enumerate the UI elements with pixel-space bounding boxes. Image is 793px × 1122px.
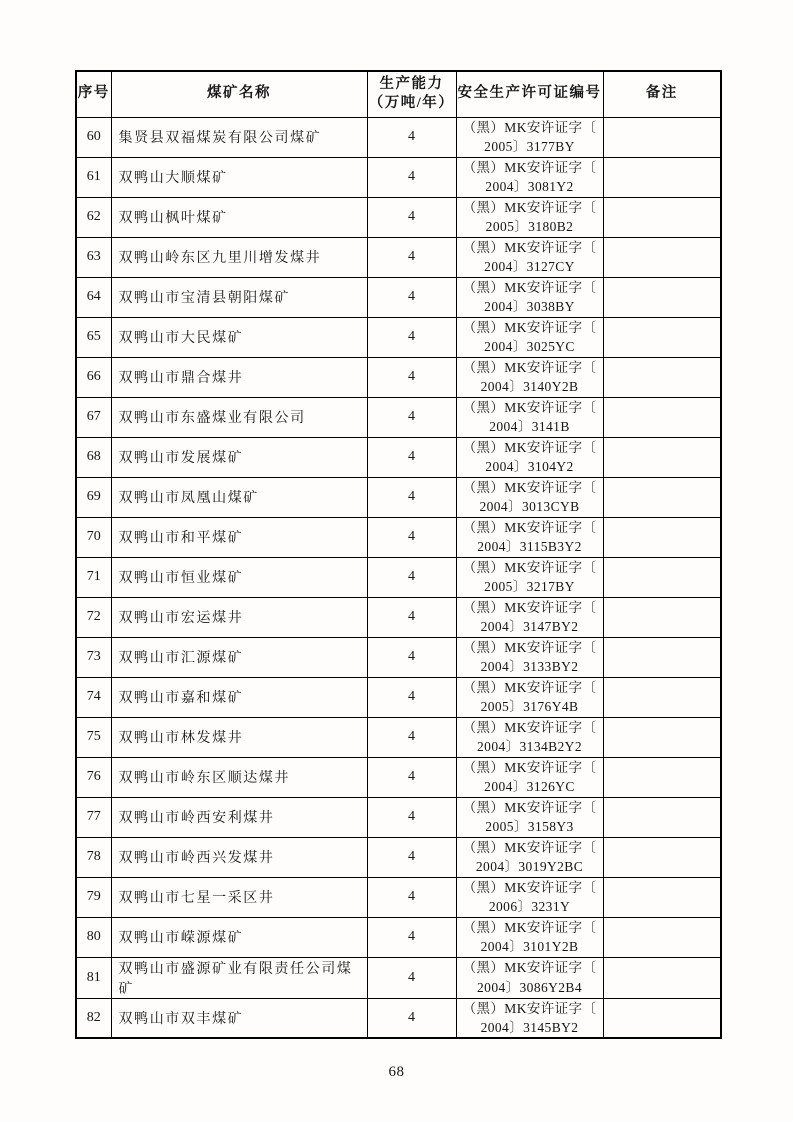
cell-remark (603, 557, 721, 597)
license-line1: （黑）MK安许证字〔 (462, 519, 597, 535)
cell-capacity: 4 (367, 397, 456, 437)
cell-license (456, 837, 603, 877)
license-line1: （黑）MK安许证字〔 (462, 239, 597, 255)
cell-capacity: 4 (367, 197, 456, 237)
cell-capacity: 4 (367, 357, 456, 397)
header-license: 安全生产许可证编号 (456, 71, 603, 117)
cell-license (456, 557, 603, 597)
license-line2: 2004〕3147BY2 (480, 619, 579, 634)
cell-capacity: 4 (367, 157, 456, 197)
cell-mine-name: 双鸭山市恒业煤矿 (111, 557, 367, 597)
header-remark: 备注 (603, 71, 721, 117)
cell-remark (603, 157, 721, 197)
cell-row-number: 61 (76, 157, 111, 197)
cell-mine-name: 双鸭山枫叶煤矿 (111, 197, 367, 237)
cell-remark (603, 317, 721, 357)
cell-mine-name: 集贤县双福煤炭有限公司煤矿 (111, 117, 367, 157)
cell-remark (603, 757, 721, 797)
cell-remark (603, 357, 721, 397)
cell-license (456, 157, 603, 197)
cell-row-number: 69 (76, 477, 111, 517)
cell-capacity: 4 (367, 998, 456, 1038)
cell-row-number: 80 (76, 917, 111, 957)
cell-row-number: 74 (76, 677, 111, 717)
license-line1: （黑）MK安许证字〔 (462, 439, 597, 455)
cell-mine-name: 双鸭山市七星一采区井 (111, 877, 367, 917)
license-line2: 2004〕3141B (489, 419, 570, 434)
cell-row-number: 70 (76, 517, 111, 557)
cell-capacity: 4 (367, 757, 456, 797)
cell-capacity: 4 (367, 957, 456, 998)
license-line1: （黑）MK安许证字〔 (462, 639, 597, 655)
cell-capacity: 4 (367, 437, 456, 477)
cell-mine-name: 双鸭山市嘉和煤矿 (111, 677, 367, 717)
table-row (76, 957, 721, 998)
cell-mine-name: 双鸭山市大民煤矿 (111, 317, 367, 357)
cell-mine-name: 双鸭山市宏运煤井 (111, 597, 367, 637)
license-line1: （黑）MK安许证字〔 (462, 399, 597, 415)
license-line1: （黑）MK安许证字〔 (462, 599, 597, 615)
table-row (76, 677, 721, 717)
cell-license (456, 437, 603, 477)
cell-row-number: 73 (76, 637, 111, 677)
cell-row-number: 77 (76, 797, 111, 837)
cell-license (456, 998, 603, 1038)
page-number: 68 (388, 1064, 405, 1080)
cell-row-number: 65 (76, 317, 111, 357)
license-line1: （黑）MK安许证字〔 (462, 919, 597, 935)
cell-remark (603, 397, 721, 437)
cell-license (456, 957, 603, 998)
cell-license (456, 637, 603, 677)
cell-remark (603, 517, 721, 557)
table-row (76, 397, 721, 437)
cell-row-number: 66 (76, 357, 111, 397)
header-capacity-line2: （万吨/年） (368, 95, 455, 112)
cell-row-number: 75 (76, 717, 111, 757)
table-row (76, 357, 721, 397)
license-line2: 2004〕3101Y2B (480, 939, 579, 954)
license-line2: 2006〕3231Y (488, 899, 571, 914)
license-line2: 2004〕3025YC (484, 339, 575, 354)
table-row (76, 437, 721, 477)
license-line2: 2004〕3140Y2B (480, 379, 579, 394)
cell-mine-name: 双鸭山市岭西兴发煤井 (111, 837, 367, 877)
cell-row-number: 71 (76, 557, 111, 597)
cell-capacity: 4 (367, 517, 456, 557)
header-mine-name: 煤矿名称 (111, 71, 367, 117)
license-line1: （黑）MK安许证字〔 (462, 839, 597, 855)
cell-remark (603, 917, 721, 957)
license-line1: （黑）MK安许证字〔 (462, 199, 597, 215)
cell-mine-name: 双鸭山市岭西安利煤井 (111, 797, 367, 837)
cell-row-number: 76 (76, 757, 111, 797)
table-row (76, 197, 721, 237)
cell-row-number: 68 (76, 437, 111, 477)
license-line1: （黑）MK安许证字〔 (462, 119, 597, 135)
cell-mine-name: 双鸭山市双丰煤矿 (111, 998, 367, 1038)
cell-license (456, 237, 603, 277)
cell-remark (603, 437, 721, 477)
table-row (76, 637, 721, 677)
cell-remark (603, 957, 721, 998)
table-body (76, 117, 721, 1038)
license-line1: （黑）MK安许证字〔 (462, 159, 597, 175)
cell-license (456, 597, 603, 637)
cell-mine-name: 双鸭山市东盛煤业有限公司 (111, 397, 367, 437)
cell-remark (603, 717, 721, 757)
coal-mine-table (75, 70, 722, 1039)
table-row (76, 557, 721, 597)
cell-capacity: 4 (367, 677, 456, 717)
cell-remark (603, 797, 721, 837)
cell-capacity: 4 (367, 637, 456, 677)
license-line1: （黑）MK安许证字〔 (462, 879, 597, 895)
license-line2: 2004〕3145BY2 (480, 1019, 579, 1035)
license-line2: 2005〕3180B2 (485, 219, 574, 234)
cell-remark (603, 677, 721, 717)
cell-remark (603, 877, 721, 917)
table-row (76, 917, 721, 957)
cell-row-number: 78 (76, 837, 111, 877)
cell-row-number: 60 (76, 117, 111, 157)
cell-remark (603, 837, 721, 877)
cell-license (456, 317, 603, 357)
table-row (76, 837, 721, 877)
license-line2: 2005〕3177BY (484, 139, 575, 154)
cell-remark (603, 117, 721, 157)
table-row (76, 797, 721, 837)
cell-capacity: 4 (367, 837, 456, 877)
cell-remark (603, 197, 721, 237)
cell-remark (603, 237, 721, 277)
license-line2: 2004〕3127CY (484, 259, 575, 274)
cell-mine-name: 双鸭山市宝清县朝阳煤矿 (111, 277, 367, 317)
table-row (76, 998, 721, 1038)
cell-capacity: 4 (367, 917, 456, 957)
cell-capacity: 4 (367, 797, 456, 837)
table-row (76, 877, 721, 917)
cell-row-number: 64 (76, 277, 111, 317)
cell-license (456, 357, 603, 397)
table-row (76, 717, 721, 757)
cell-license (456, 517, 603, 557)
cell-capacity: 4 (367, 237, 456, 277)
table-row (76, 597, 721, 637)
cell-row-number: 63 (76, 237, 111, 277)
cell-license (456, 677, 603, 717)
license-line1: （黑）MK安许证字〔 (462, 279, 597, 295)
cell-mine-name: 双鸭山市岭东区顺达煤井 (111, 757, 367, 797)
cell-license (456, 397, 603, 437)
license-line1: （黑）MK安许证字〔 (462, 479, 597, 495)
cell-capacity: 4 (367, 317, 456, 357)
license-line1: （黑）MK安许证字〔 (462, 960, 597, 976)
cell-license (456, 797, 603, 837)
cell-capacity: 4 (367, 717, 456, 757)
license-line2: 2004〕3019Y2BC (475, 859, 584, 874)
cell-row-number: 72 (76, 597, 111, 637)
license-line2: 2004〕3081Y2 (485, 179, 574, 194)
cell-capacity: 4 (367, 477, 456, 517)
license-line2: 2005〕3176Y4B (480, 699, 579, 714)
cell-mine-name: 双鸭山市鼎合煤井 (111, 357, 367, 397)
cell-row-number: 67 (76, 397, 111, 437)
cell-mine-name: 双鸭山岭东区九里川增发煤井 (111, 237, 367, 277)
cell-row-number: 81 (76, 957, 111, 998)
cell-capacity: 4 (367, 277, 456, 317)
cell-mine-name: 双鸭山市嵘源煤矿 (111, 917, 367, 957)
license-line2: 2004〕3115B3Y2 (477, 539, 582, 554)
license-line2: 2005〕3158Y3 (485, 819, 574, 834)
cell-mine-name: 双鸭山市凤凰山煤矿 (111, 477, 367, 517)
cell-capacity: 4 (367, 877, 456, 917)
cell-license (456, 197, 603, 237)
license-line1: （黑）MK安许证字〔 (462, 359, 597, 375)
cell-mine-name: 双鸭山大顺煤矿 (111, 157, 367, 197)
cell-mine-name: 双鸭山市林发煤井 (111, 717, 367, 757)
table-row (76, 237, 721, 277)
license-line2: 2004〕3134B2Y2 (477, 739, 582, 754)
cell-capacity: 4 (367, 597, 456, 637)
license-line1: （黑）MK安许证字〔 (462, 319, 597, 335)
cell-row-number: 79 (76, 877, 111, 917)
cell-capacity: 4 (367, 557, 456, 597)
license-line1: （黑）MK安许证字〔 (462, 799, 597, 815)
license-line2: 2005〕3217BY (484, 579, 575, 594)
cell-mine-name: 双鸭山市发展煤矿 (111, 437, 367, 477)
license-line2: 2004〕3013CYB (479, 499, 580, 514)
license-line1: （黑）MK安许证字〔 (462, 679, 597, 695)
cell-mine-name: 双鸭山市和平煤矿 (111, 517, 367, 557)
license-line2: 2004〕3086Y2B4 (477, 979, 582, 995)
header-no: 序号 (76, 71, 111, 117)
table-row (76, 317, 721, 357)
cell-license (456, 717, 603, 757)
license-line1: （黑）MK安许证字〔 (462, 559, 597, 575)
table-row (76, 277, 721, 317)
license-line2: 2004〕3133BY2 (480, 659, 579, 674)
cell-license (456, 877, 603, 917)
cell-mine-name: 双鸭山市盛源矿业有限责任公司煤矿 (111, 957, 367, 998)
cell-remark (603, 477, 721, 517)
license-line2: 2004〕3126YC (484, 779, 575, 794)
table-row (76, 157, 721, 197)
cell-remark (603, 998, 721, 1038)
cell-license (456, 117, 603, 157)
license-line1: （黑）MK安许证字〔 (462, 759, 597, 775)
license-line2: 2004〕3038BY (484, 299, 575, 314)
cell-license (456, 757, 603, 797)
cell-capacity: 4 (367, 117, 456, 157)
license-line1: （黑）MK安许证字〔 (462, 719, 597, 735)
table-header-row (76, 71, 721, 117)
table-row (76, 117, 721, 157)
cell-license (456, 277, 603, 317)
header-capacity (367, 71, 456, 117)
table-row (76, 757, 721, 797)
header-capacity-line1: 生产能力 (379, 75, 444, 92)
table-row (76, 517, 721, 557)
cell-license (456, 477, 603, 517)
cell-license (456, 917, 603, 957)
cell-remark (603, 597, 721, 637)
cell-remark (603, 637, 721, 677)
license-line2: 2004〕3104Y2 (485, 459, 574, 474)
cell-remark (603, 277, 721, 317)
cell-row-number: 62 (76, 197, 111, 237)
table-row (76, 477, 721, 517)
license-line1: （黑）MK安许证字〔 (462, 1000, 597, 1016)
cell-mine-name: 双鸭山市汇源煤矿 (111, 637, 367, 677)
cell-row-number: 82 (76, 998, 111, 1038)
